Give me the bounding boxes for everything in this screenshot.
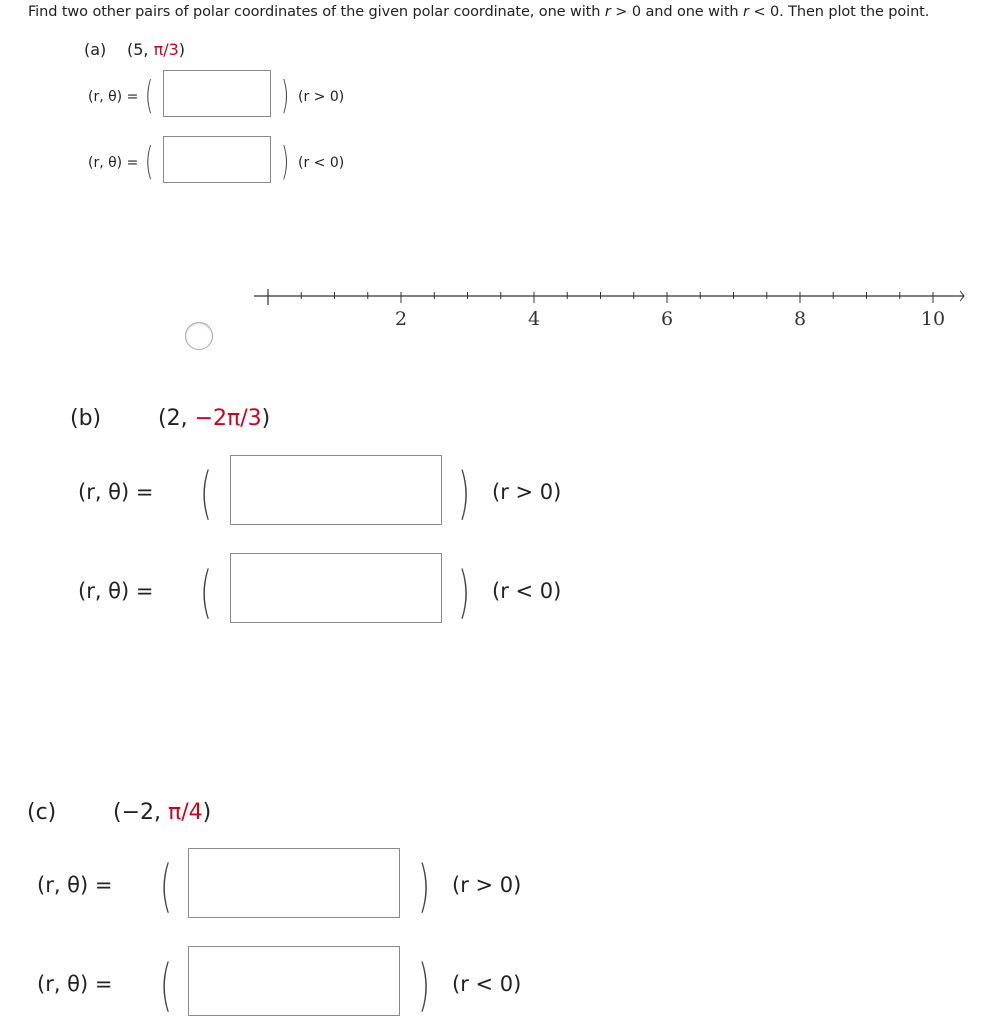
part-c-row1-open-paren: (: [160, 854, 173, 919]
part-c-row2-lhs: (r, θ) =: [37, 972, 113, 996]
part-a-row1-open-paren: (: [145, 73, 154, 117]
part-b-row2-lhs: (r, θ) =: [78, 579, 154, 603]
number-line-tick-label: 8: [793, 308, 807, 330]
part-b-row2-answer-input[interactable]: [230, 553, 442, 623]
part-a-row1-answer-input[interactable]: [163, 70, 271, 117]
instructions-r2: r: [743, 4, 749, 20]
part-a-row1-condition: (r > 0): [298, 89, 345, 105]
number-line-axis: [254, 289, 964, 305]
number-line-tick-label: 2: [394, 308, 408, 330]
part-b-point: [158, 406, 270, 431]
part-c-row2-close-paren: ): [418, 953, 431, 1018]
part-c-row1-answer-input[interactable]: [188, 848, 400, 918]
plot-radio-button[interactable]: [185, 322, 213, 350]
instructions-text: [28, 4, 929, 20]
part-a-row2-answer-input[interactable]: [163, 136, 271, 183]
instructions-r1: r: [604, 4, 611, 20]
number-line-tick-label: 4: [527, 308, 541, 330]
part-a-row1-lhs: (r, θ) =: [88, 89, 139, 105]
part-b-row1-condition: (r > 0): [492, 480, 562, 504]
part-b-row1-close-paren: ): [458, 461, 471, 526]
part-b-point-angle: −2π/3: [194, 406, 262, 431]
part-c-row2-open-paren: (: [160, 953, 173, 1018]
part-b-label: (b): [70, 406, 102, 431]
part-b-row1-lhs: (r, θ) =: [78, 480, 154, 504]
part-b-row1-open-paren: (: [200, 461, 213, 526]
part-a-row2-open-paren: (: [145, 139, 154, 183]
part-b-row2-condition: (r < 0): [492, 579, 562, 603]
part-c-point-suffix: ): [202, 800, 212, 825]
part-c-row1-lhs: (r, θ) =: [37, 873, 113, 897]
part-a-row2-condition: (r < 0): [298, 155, 345, 171]
part-b-row2-open-paren: (: [200, 560, 213, 625]
part-a-point-prefix: (5,: [127, 40, 154, 59]
number-line-tick-label: 6: [660, 308, 674, 330]
part-c-row2-answer-input[interactable]: [188, 946, 400, 1016]
instructions-part2: > 0 and one with: [610, 4, 744, 20]
part-c-point-angle: π/4: [168, 800, 203, 825]
instructions-part1: Find two other pairs of polar coordinates of the given polar coordinate, one with: [28, 4, 605, 20]
part-a-row2-close-paren: ): [281, 139, 290, 183]
part-a-point: [127, 40, 185, 59]
part-b-row2-close-paren: ): [458, 560, 471, 625]
part-c-row2-condition: (r < 0): [452, 972, 522, 996]
part-c-label: (c): [27, 800, 57, 825]
part-a-point-angle: π/3: [153, 40, 179, 59]
part-c-point-prefix: (−2,: [113, 800, 168, 825]
part-c-row1-close-paren: ): [418, 854, 431, 919]
part-b-point-prefix: (2,: [158, 406, 195, 431]
part-a-row1-close-paren: ): [281, 73, 290, 117]
part-c-row1-condition: (r > 0): [452, 873, 522, 897]
part-b-point-suffix: ): [261, 406, 271, 431]
part-b-row1-answer-input[interactable]: [230, 455, 442, 525]
number-line[interactable]: [254, 282, 974, 342]
part-a-label: (a): [84, 40, 107, 59]
part-a-row2-lhs: (r, θ) =: [88, 155, 139, 171]
instructions-part3: < 0. Then plot the point.: [748, 4, 930, 20]
number-line-tick-label: 10: [920, 308, 946, 330]
part-a-point-suffix: ): [178, 40, 186, 59]
part-c-point: [113, 800, 211, 825]
